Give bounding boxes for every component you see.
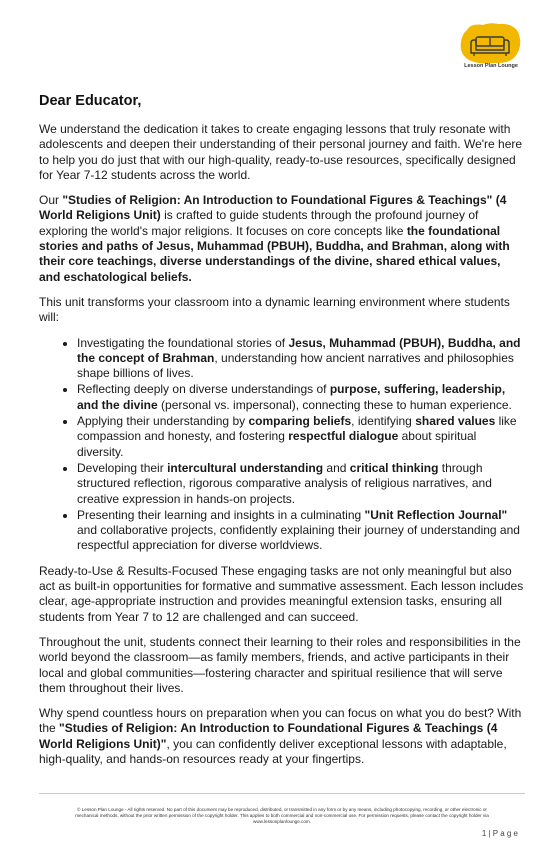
unit-title: "Studies of Religion: An Introduction to Foundational Figures & Teachings" (4 World Religions Unit) <box>39 193 507 223</box>
footer-line: mechanical methods, without the prior written permission of the copyright holder. This applies to both commercial and non-commercial use. For permission requests, please contact the copyright holder via <box>75 813 489 819</box>
footer-line: © Lesson Plan Lounge - All rights reserved. No part of this document may be reproduced, distributed, or transmitted in any form or by any means, including photocopying, recording, or other electronic or <box>77 807 487 812</box>
letter-body <box>39 92 525 777</box>
beyond-classroom-paragraph: Throughout the unit, students connect their learning to their roles and responsibilities in the world beyond the classroom—as family members, friends, and active participants in their local and global communities—fostering character and spiritual resilience that will serve them throughout their lives. <box>39 634 521 695</box>
core-concepts: the foundational stories and paths of Jesus, Muhammad (PBUH), Buddha, and Brahman, along with their core teachings, diverse understandings of the divine, shared ethical values, and eschatological beliefs. <box>39 223 510 284</box>
list-item: • Applying their understanding by comparing beliefs, identifying shared values like compassion and honesty, and fostering respectful dialogue about spiritual diversity. <box>77 414 525 460</box>
greeting: Dear Educator, <box>39 93 142 109</box>
unit-title: "Studies of Religion: An Introduction to Foundational Figures & Teachings (4 World Religions Unit)" <box>39 721 498 751</box>
lesson-plan-lounge-logo <box>457 22 523 66</box>
results-paragraph: Ready-to-Use & Results-Focused These engaging tasks are not only meaningful but also act as built-in opportunities for formative and summative assessment. Each lesson includes clear, age-appropriate instruction and provides meaningful extension tasks, ensuring all students from Year 7 to 12 are challenged and can succeed. <box>39 563 524 624</box>
learning-outcomes-list <box>39 336 525 554</box>
list-item: • Presenting their learning and insights in a culminating "Unit Reflection Journal" and collaborative projects, confidently explaining their journey of understanding and respectful appreciation for diverse worldviews. <box>77 508 525 554</box>
text-run: Our <box>39 193 63 208</box>
closing-paragraph: Why spend countless hours on preparation when you can focus on what you do best? With the "Studies of Religion: An Introduction to Foundational Figures & Teachings (4 World Religions Unit)", you can confidently deliver exceptional lessons with adaptable, high-quality, and hands-on resources ready at your fingertips. <box>39 706 522 766</box>
footer-link[interactable]: www.lessonplanlounge.com. <box>253 819 311 825</box>
logo-text: Lesson Plan Lounge <box>464 63 518 69</box>
copyright-footer <box>39 807 525 826</box>
unit-description-paragraph <box>39 193 525 285</box>
footer-divider <box>39 793 525 794</box>
list-item: • Reflecting deeply on diverse understandings of purpose, suffering, leadership, and the divine (personal vs. impersonal), connecting these to human experience. <box>77 382 525 413</box>
text-run: is crafted to guide students through the profound journey of exploring the world's major religions. It focuses on core concepts like <box>39 208 479 238</box>
intro-paragraph: We understand the dedication it takes to create engaging lessons that truly resonate with adolescents and deepen their understanding of their personal journey and faith. We're here to help you do just that with our high-quality, ready-to-use resources, specifically designed for Year 7-12 students across the world. <box>39 122 523 182</box>
list-item: • Investigating the foundational stories of Jesus, Muhammad (PBUH), Buddha, and the concept of Brahman, understanding how ancient narratives and philosophies shape billions of lives. <box>77 336 525 382</box>
transform-paragraph: This unit transforms your classroom into a dynamic learning environment where students will: <box>39 294 510 325</box>
list-item: • Developing their intercultural understanding and critical thinking through structured reflection, rigorous comparative analysis of religious narratives, and creative expression in hands-on projects. <box>77 461 525 507</box>
page-number: 1 | P a g e <box>481 829 518 838</box>
